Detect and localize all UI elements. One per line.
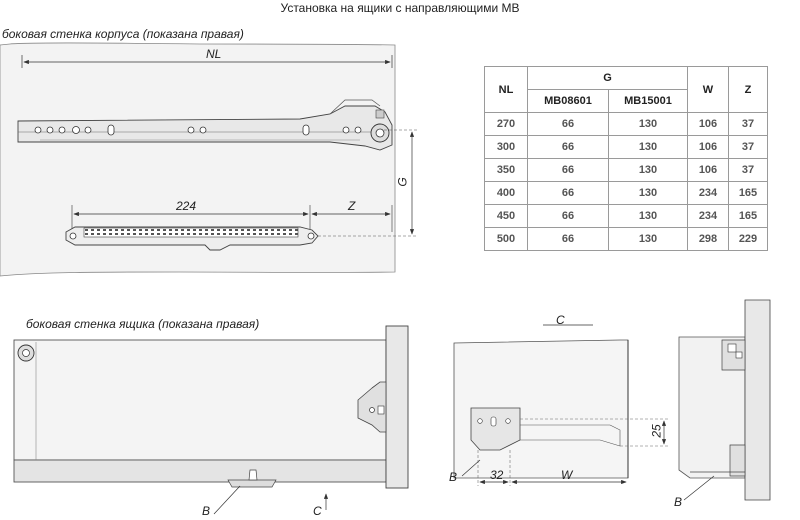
detail-middle: [454, 325, 670, 486]
cell-g1: 66: [528, 182, 609, 205]
table-row: [485, 159, 768, 182]
d25-label: 25: [649, 424, 664, 438]
c-label-bottom: C: [313, 504, 322, 518]
cell-nl: 400: [485, 182, 528, 205]
cell-g1: 66: [528, 159, 609, 182]
table-row: [485, 182, 768, 205]
cell-w: 298: [688, 228, 729, 251]
cell-g2: 130: [609, 113, 688, 136]
table-row: [485, 228, 768, 251]
w-label: W: [561, 468, 573, 482]
table-row: [485, 205, 768, 228]
cabinet-side-label: боковая стенка корпуса (показана правая): [2, 27, 244, 41]
drawer-side-label: боковая стенка ящика (показана правая): [26, 317, 260, 331]
cell-nl: 500: [485, 228, 528, 251]
cell-nl: 270: [485, 113, 528, 136]
d32-label: 32: [490, 468, 504, 482]
cell-w: 106: [688, 136, 729, 159]
cell-g2: 130: [609, 182, 688, 205]
length-224-label: 224: [176, 199, 197, 213]
th-g: G: [528, 67, 688, 90]
z-label: Z: [348, 199, 356, 213]
cell-z: 229: [729, 228, 768, 251]
b-label-right: B: [674, 495, 683, 509]
table-row: [485, 113, 768, 136]
spec-table: [484, 66, 768, 251]
cell-w: 234: [688, 182, 729, 205]
cell-g2: 130: [609, 159, 688, 182]
cell-z: 37: [729, 159, 768, 182]
cell-w: 106: [688, 159, 729, 182]
b-label-left: B: [202, 504, 211, 518]
table-row: [485, 136, 768, 159]
cell-w: 106: [688, 113, 729, 136]
b-leader-left: [214, 486, 240, 514]
page-title: Установка на ящики с направляющими МВ: [280, 1, 520, 15]
drawer-side-panel: [14, 326, 408, 488]
cell-g1: 66: [528, 205, 609, 228]
g-label: G: [395, 177, 410, 187]
cell-z: 165: [729, 182, 768, 205]
th-w: W: [688, 67, 729, 113]
cell-z: 37: [729, 113, 768, 136]
cell-nl: 300: [485, 136, 528, 159]
cell-g1: 66: [528, 228, 609, 251]
cell-z: 37: [729, 136, 768, 159]
cell-w: 234: [688, 205, 729, 228]
nl-label: NL: [206, 47, 222, 61]
cell-g1: 66: [528, 136, 609, 159]
th-nl: NL: [485, 67, 528, 113]
detail-right: [679, 300, 770, 500]
cell-z: 165: [729, 205, 768, 228]
cell-g2: 130: [609, 136, 688, 159]
th-mb15001: MB15001: [609, 90, 688, 113]
cell-g2: 130: [609, 205, 688, 228]
cell-g1: 66: [528, 113, 609, 136]
cell-g2: 130: [609, 228, 688, 251]
th-z: Z: [729, 67, 768, 113]
cell-nl: 450: [485, 205, 528, 228]
c-label-top: C: [556, 313, 565, 327]
b-label-mid: B: [449, 470, 458, 484]
cell-nl: 350: [485, 159, 528, 182]
th-mb08601: MB08601: [528, 90, 609, 113]
